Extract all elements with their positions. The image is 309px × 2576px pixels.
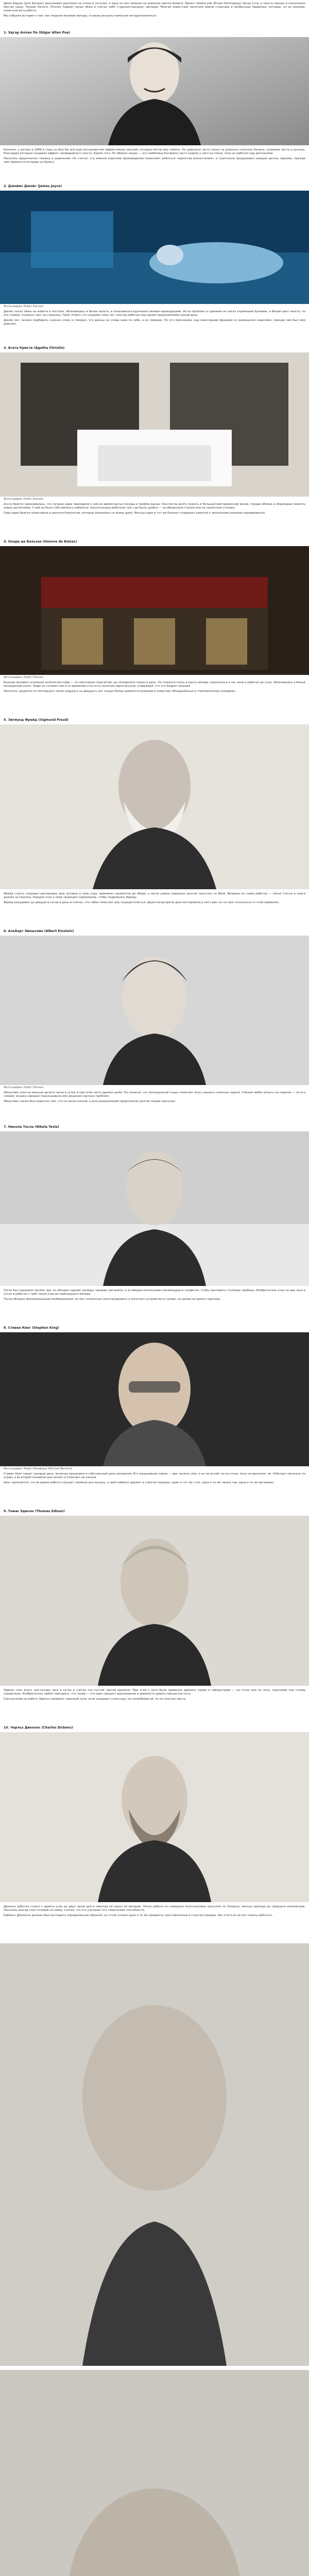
intro-paragraph: Мы собрали истории о том, как творили великие авторы, и какие ритуалы помогали им вдохновляться. [4,14,157,18]
section-heading: 9. Томас Эдисон (Thomas Edison) [4,1510,65,1513]
tesla-photo [0,1131,309,1286]
body-paragraph: Свои идеи Кристи записывала в десятки блокнотов, которые хранились по всему дому. Иногда один и тот же блокнот содержал заметки к нескольким романам одновременно. [4,512,266,515]
poe-photo [0,37,309,145]
edison-photo [0,1516,309,1686]
section-heading: 10. Чарльз Диккенс (Charles Dickens) [4,1726,73,1730]
intro-paragraph: Джек Керуак (Jack Kerouac) расклеивал рукописи на стены и потолок, а одну из них написал на длинном свитке бумаги. Эрнест Хемингуэй (Ernest Hemingway) писал стоя, а тексты хранил в нескольких местах сразу. Труман Капоте (Truman Capote) писал лёжа и считал себя «горизонтальным» автором. Многие известные писатели имели странные и необычные привычки, которые, по их мнению, помогали им в работе. [4,2,305,13]
body-paragraph: Фрейд выкуривал до двадцати сигар в день и считал, что табак помогает ему сосредоточиться. Даже когда врачи диагностировали у него рак, он не смог отказаться от этой привычки. [4,901,280,905]
section-heading: 4. Оноре де Бальзак (Honore de Balzac) [4,540,77,544]
section-heading: 6. Альберт Эйнштейн (Albert Einstein) [4,929,74,933]
king-photo [0,1332,309,1466]
dickens-photo [0,1732,309,1902]
body-paragraph: Джойс мог часами подбирать нужное слово и говорил, что важны не слова сами по себе, а их порядок. По его признанию, над некоторыми фразами он размышлял неделями, прежде чем был ими доволен. [4,319,305,326]
body-paragraph: Тесла был одержим числом три: он обходил здание трижды, прежде чем войти, а за обедом использовал восемнадцать салфеток, чтобы протереть столовые приборы. Изобретатель спал по два часа в сутки и работал с трёх часов утра до одиннадцати вечера. [4,1289,305,1296]
body-paragraph: Тесла обладал феноменальным воображением: он мог полностью сконструировать и испытать устройство в голове, не делая ни одного чертежа. [4,1298,221,1301]
photo-caption: Фотография: Public Domain [4,498,44,501]
section-heading: 8. Стивен Кинг (Stephen King) [4,1326,59,1330]
photo-caption: Фотография: Public Domain [4,676,44,679]
section-body [4,681,305,715]
body-paragraph: Эйнштейн также был известен тем, что не носил носков, а для размышлений предпочитал долгие пешие прогулки. [4,1100,176,1104]
section-body [4,1091,305,1122]
section-body [4,148,305,182]
section-heading: 1. Эдгар Аллан По (Edgar Allan Poe) [4,31,71,35]
joyce-photo [0,191,309,304]
body-paragraph: Агата Кристи признавалась, что лучшие идеи приходили к ней во время мытья посуды и приёма ванны. Она могла долго лежать в большой викторианской ванне, поедая яблоки и обдумывая сюжеты новых детективов. У неё не было собственного кабинета: писательница работала там, где было удобно — за обеденным столом или на туалетном столике. [4,503,305,510]
body-paragraph: Бальзак выпивал огромное количество кофе — по некоторым подсчётам, до пятидесяти чашек в день. Он ложился спать в шесть вечера, просыпался в час ночи и работал до утра, облачившись в белый монашеский халат. Кофе он готовил сам и со временем стал есть молотые зёрна всухую, утверждая, что это бодрит сильнее. [4,681,305,688]
continuation-photo [0,1943,309,2366]
body-paragraph: Джойс писал лёжа на животе в постели, облачившись в белое пальто, и пользовался крупными синими карандашами. Из-за проблем со зрением он писал огромными буквами, а белый цвет пальто, по его словам, отражал свет на страницу. Свой «Улисс» он создавал семь лет, иногда работая над одним предложением целый день. [4,310,305,317]
body-paragraph: Писатель предпочитал тишину и уединение. Он считал, что именно короткие произведения позволяют добиться «единства впечатления», и тщательно продумывал каждую деталь заранее, прежде чем перенести историю на бумагу. [4,157,305,164]
body-paragraph: Конечно, у автора в 1849 в годы он был бы всё ещё инструментом эффективных мыслей, которые могли ему помочь. Он довольно часто писал на длинных полосках бумаги, склеивая листы в рулоны, благодаря которым создавал эффект непрерывного текста. Кроме того, По обожал кошек — его любимица Катарина часто сидела у него на плече, пока он работал над рассказами. [4,148,305,156]
christie-photo [0,352,309,497]
section-body [4,503,305,537]
section-body [4,892,305,926]
intro-text [4,2,305,29]
photo-caption: Фотография: Public Domain [4,305,44,308]
section-body [4,310,305,344]
section-body [4,1289,305,1323]
balzac-photo [0,546,309,675]
section-heading: 5. Зигмунд Фрейд (Sigmund Freud) [4,718,68,722]
body-paragraph: Эдисон спал всего три-четыре часа в сутки и считал сон пустой тратой времени. При этом у него была привычка дремать прямо в лаборатории — на столе или на полу, подложив под голову справочник. Изобретатель любил повторять, что гений — это один процент вдохновения и девяносто девять процентов пота. [4,1689,305,1696]
section-heading: 3. Агата Кристи (Agatha Christie) [4,346,65,350]
body-paragraph: Кинг признаётся, что во время работы слушает громкую рок-музыку, а свой кабинет держит в строгом порядке: один и тот же стол, одна и та же чашка чая, одни и те же витамины. [4,1481,274,1485]
body-paragraph: Стивен Кинг пишет каждый день, включая праздники и собственный день рождения. Его ежедневная норма — две тысячи слов, и он не встаёт из-за стола, пока не выполнит её. Работает писатель по утрам, а во второй половине дня читает и отвечает на письма. [4,1472,305,1480]
section-heading: 2. Джеймс Джойс (James Joyce) [4,184,62,188]
section-body [4,1689,305,1723]
section-body [4,1472,305,1506]
body-paragraph: Эйнштейн спал не меньше десяти часов в сутки и при этом часто дремал днём. Он полагал, что полноценный отдых помогает мозгу решать сложные задачи. Учёный любил играть на скрипке — по его словам, музыка нередко подсказывала ему решения научных проблем. [4,1091,305,1098]
section-body [4,1905,305,1939]
photo-caption: Фотография: Public Domain [4,1086,44,1089]
body-paragraph: Фрейд строго следовал распорядку дня: вставал в семь утра, принимал пациентов до обеда, а после ужина совершал долгую прогулку по Вене. Вечером он снова работал — писал статьи и книги далеко за полночь. Каждое утро к нему приходил парикмахер, чтобы подровнять бороду. [4,892,305,900]
continuation-photo [0,2370,309,2576]
body-paragraph: Писатель трудился по пятнадцать часов подряд и за двадцать лет создал более девяноста романов и повестей, объединённых в «Человеческую комедию». [4,690,237,693]
photo-caption: Фотография: Майкл Бэнфорд (Michael Benford) [4,1467,73,1470]
body-paragraph: Кабинет Диккенса должен был выглядеть определённым образом: на столе стояли одни и те же предметы, расставленные в строгом порядке. Без этого он не мог начать работать. [4,1914,273,1918]
body-paragraph: Соискателей на работу Эдисон проверял тарелкой супа: если кандидат солил еду, не попробовав её, он не получал места. [4,1698,186,1701]
freud-photo [0,724,309,889]
section-heading: 7. Никола Тесла (Nikola Tesla) [4,1125,59,1129]
einstein-photo [0,936,309,1085]
body-paragraph: Диккенс работал строго с девяти утра до двух часов дня и никогда не писал по вечерам. После работы он совершал многочасовые прогулки по Лондону, иногда проходя до тридцати километров. Писатель всегда спал головой на север, считая, что это улучшает его творческие способности. [4,1905,305,1912]
